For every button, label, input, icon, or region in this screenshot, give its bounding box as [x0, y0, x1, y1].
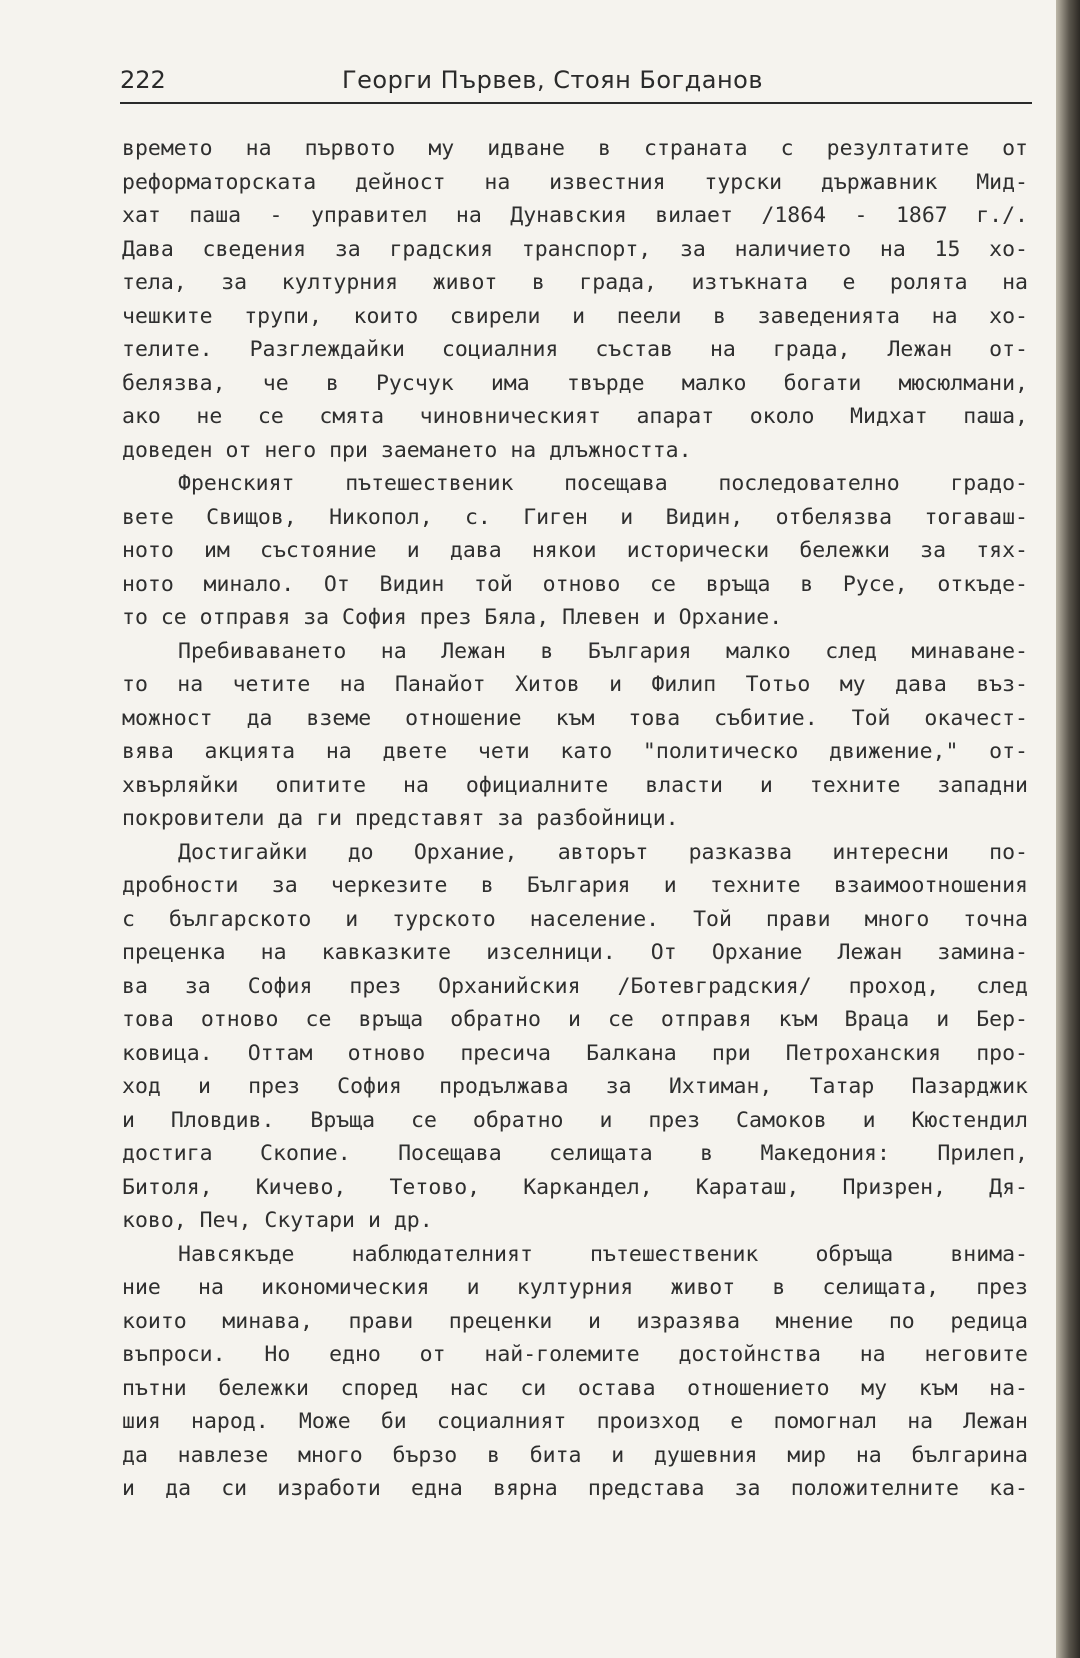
paragraph: [122, 132, 1028, 467]
text-line: вява акцията на двете чети като "политическо движение," от-: [122, 739, 1028, 764]
text-line: ното им състояние и дава някои исторически бележки за тях-: [122, 538, 1028, 563]
paragraph: [122, 1238, 1028, 1506]
text-line: ако не се смята чиновническият апарат около Мидхат паша,: [122, 404, 1028, 429]
text-line: ва за София през Орханийския /Ботевградския/ проход, след: [122, 973, 1028, 999]
text-line: вете Свищов, Никопол, с. Гиген и Видин, отбелязва тогаваш-: [122, 504, 1028, 530]
text-line: пътни бележки според нас си остава отношението му към на-: [122, 1375, 1028, 1401]
text-line: ковица. Оттам отново пресича Балкана при Петроханския про-: [122, 1040, 1028, 1066]
text-line: въпроси. Но едно от най-големите достойнства на неговите: [122, 1342, 1028, 1367]
paragraph: [122, 467, 1028, 635]
text-line: то на четите на Панайот Хитов и Филип Тотьо му дава въз-: [122, 672, 1028, 697]
text-line: Френският пътешественик посещава последователно градо-: [178, 471, 1028, 496]
text-line: да навлезе много бързо в бита и душевния мир на българина: [122, 1442, 1028, 1468]
text-line: преценка на кавказките изселници. От Орхание Лежан замина-: [122, 940, 1028, 965]
text-line: ното минало. От Видин той отново се връща в Русе, откъде-: [122, 571, 1028, 597]
page-header: [120, 66, 1032, 104]
text-line: хат паша - управител на Дунавския вилает /1864 - 1867 г./.: [122, 203, 1028, 228]
text-line: и да си изработи една вярна представа за положителните ка-: [122, 1476, 1028, 1501]
text-line: достига Скопие. Посещава селищата в Македония: Прилеп,: [122, 1141, 1028, 1166]
text-line: дробности за черкезите в България и техните взаимоотношения: [122, 873, 1028, 898]
text-line: това отново се връща обратно и се отправя към Враца и Бер-: [122, 1007, 1028, 1032]
running-head: Георги Първев, Стоян Богданов: [342, 66, 763, 94]
body-text: [122, 132, 1028, 1506]
text-line: Дава сведения за градския транспорт, за наличието на 15 хо-: [122, 236, 1028, 262]
text-line: Битоля, Кичево, Тетово, Каркандел, Караташ, Призрен, Дя-: [122, 1174, 1028, 1200]
text-line: ход и през София продължава за Ихтиман, Татар Пазарджик: [122, 1074, 1028, 1099]
text-line: времето на първото му идване в страната с резултатите от: [122, 136, 1028, 161]
text-line: покровители да ги представят за разбойници.: [122, 806, 679, 831]
text-line: чешките трупи, които свирели и пеели в заведенията на хо-: [122, 303, 1028, 329]
text-line: Достигайки до Орхание, авторът разказва интересни по-: [178, 839, 1028, 865]
paragraph: [122, 635, 1028, 836]
book-binding-edge: [1056, 0, 1080, 1658]
text-line: реформаторската дейност на известния турски държавник Мид-: [122, 169, 1028, 195]
text-line: белязва, че в Русчук има твърде малко богати мюсюлмани,: [122, 370, 1028, 396]
text-line: ние на икономическия и културния живот в селищата, през: [122, 1275, 1028, 1300]
text-line: шия народ. Може би социалният произход е помогнал на Лежан: [122, 1409, 1028, 1434]
text-line: Пребиваването на Лежан в България малко след минаване-: [178, 638, 1028, 664]
text-line: телите. Разглеждайки социалния състав на града, Лежан от-: [122, 337, 1028, 362]
text-line: и Пловдив. Връща се обратно и през Самоков и Кюстендил: [122, 1107, 1028, 1133]
text-line: то се отправя за София през Бяла, Плевен и Орхание.: [122, 605, 783, 630]
text-line: Навсякъде наблюдателният пътешественик обръща внима-: [178, 1241, 1028, 1267]
text-line: ково, Печ, Скутари и др.: [122, 1208, 433, 1233]
text-line: с българското и турското население. Той прави много точна: [122, 906, 1028, 932]
text-line: доведен от него при заемането на длъжността.: [122, 437, 692, 463]
text-line: тела, за културния живот в града, изтъкната е ролята на: [122, 270, 1028, 295]
paragraph: [122, 836, 1028, 1238]
text-line: хвърляйки опитите на официалните власти и техните западни: [122, 772, 1028, 798]
text-line: можност да вземе отношение към това събитие. Той окачест-: [122, 705, 1028, 731]
page-number: 222: [120, 66, 166, 94]
text-line: които минава, прави преценки и изразява мнение по редица: [122, 1308, 1028, 1334]
